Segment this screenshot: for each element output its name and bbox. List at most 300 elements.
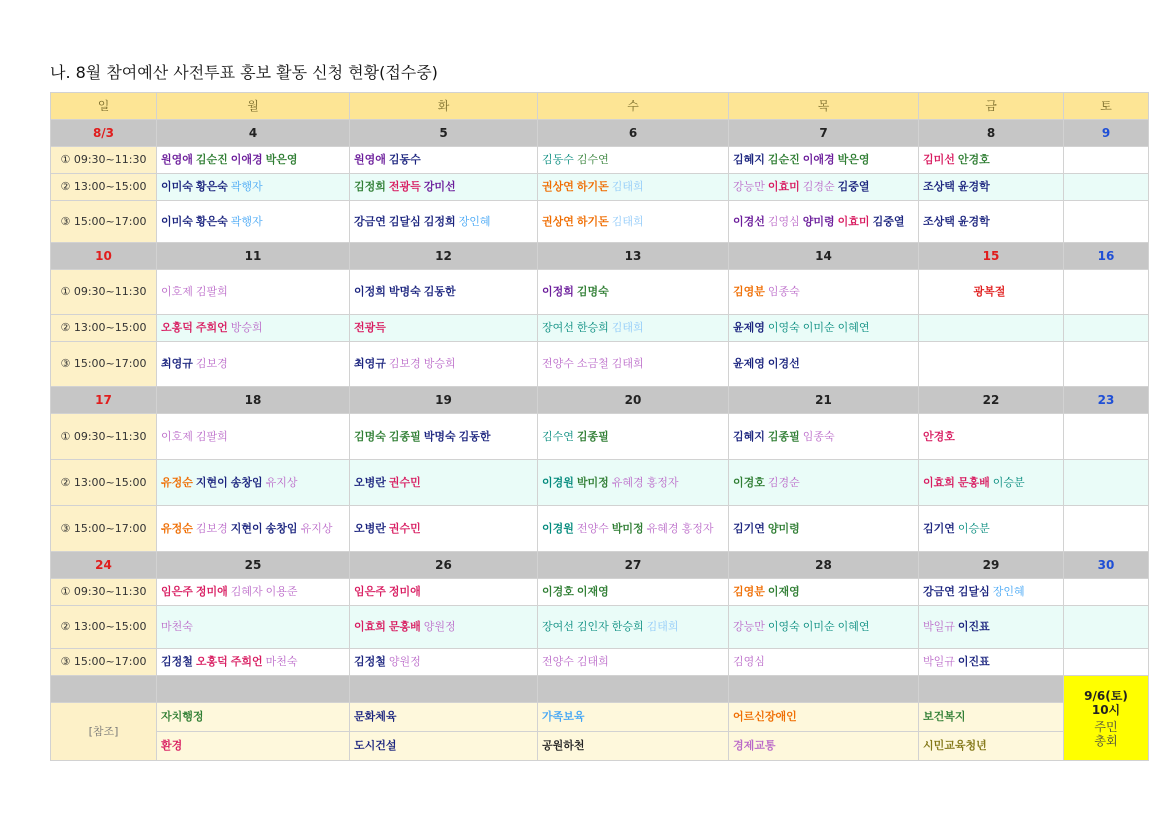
volunteer-name: 임종숙 [767,285,800,298]
date-cell: 16 [1064,243,1149,270]
category-name: 보건복지 [923,710,966,723]
volunteer-cell [538,201,729,243]
volunteer-cell [538,460,729,506]
date-cell: 4 [157,120,350,147]
date-row [51,387,1149,414]
slot-row [51,174,1149,201]
time-slot-label: ② 13:00~15:00 [51,315,157,342]
volunteer-name: 광복절 [973,285,1006,298]
volunteer-name: 유혜경 [646,521,679,535]
date-row [51,120,1149,147]
category-legend-item [157,703,350,732]
volunteer-name: 김정희 [423,214,456,228]
volunteer-cell [157,147,350,174]
volunteer-name: 권수민 [388,475,421,489]
volunteer-cell [157,315,350,342]
slot-row [51,147,1149,174]
volunteer-name: 김동한 [423,285,456,298]
volunteer-name: 이경호 [733,475,765,489]
weekday-header: 월 [157,93,350,120]
volunteer-name: 주희언 [230,655,263,668]
date-row [51,243,1149,270]
volunteer-name: 강금연 [354,214,386,228]
category-name: 도시건설 [354,739,397,752]
time-slot-label: ③ 15:00~17:00 [51,649,157,676]
volunteer-name: 강능만 [733,620,765,633]
volunteer-name: 곽행자 [230,180,263,193]
date-cell: 19 [350,387,538,414]
volunteer-cell [1064,460,1149,506]
volunteer-name: 김수연 [542,429,574,443]
volunteer-name: 이진표 [957,620,990,633]
volunteer-name: 김보경 [388,357,421,370]
date-cell: 8 [919,120,1064,147]
reference-row [51,732,1149,761]
volunteer-cell [350,315,538,342]
volunteer-name: 황은숙 [195,180,228,193]
time-slot-label: ① 09:30~11:30 [51,579,157,606]
category-name: 가족보육 [542,710,585,723]
category-name: 자치행정 [161,710,204,723]
volunteer-name: 김팔희 [195,429,228,443]
volunteer-name: 윤경학 [957,180,990,193]
volunteer-cell [919,506,1064,552]
volunteer-name: 김종필 [576,429,609,443]
volunteer-name: 이혜연 [837,620,870,633]
category-name: 시민교육청년 [923,739,987,752]
holiday-cell [919,270,1064,315]
volunteer-cell [157,579,350,606]
volunteer-cell [538,342,729,387]
volunteer-name: 김태희 [611,321,644,334]
volunteer-cell [157,606,350,649]
volunteer-name: 박미정 [611,521,644,535]
volunteer-name: 박명숙 [388,285,421,298]
volunteer-name: 김태희 [611,214,644,228]
volunteer-name: 김중열 [837,180,870,193]
date-cell: 28 [729,552,919,579]
category-legend-item [729,703,919,732]
volunteer-name: 문홍배 [957,475,990,489]
volunteer-name: 곽행자 [230,214,263,228]
date-cell: 6 [538,120,729,147]
category-legend-item [538,732,729,761]
category-name: 어르신장애인 [733,710,797,723]
date-cell: 7 [729,120,919,147]
volunteer-cell [538,315,729,342]
date-cell: 10 [51,243,157,270]
volunteer-name: 원영애 [354,153,386,166]
volunteer-name: 윤제영 [733,357,765,370]
divider-cell [729,676,919,703]
weekday-header-row [51,93,1149,120]
date-cell: 13 [538,243,729,270]
date-cell: 25 [157,552,350,579]
volunteer-name: 소금철 [576,357,609,370]
volunteer-cell [919,315,1064,342]
volunteer-name: 김동수 [388,153,421,166]
volunteer-cell [729,342,919,387]
category-legend-item [729,732,919,761]
volunteer-cell [350,506,538,552]
volunteer-cell [729,579,919,606]
volunteer-name: 김정희 [354,180,386,193]
volunteer-cell [157,649,350,676]
volunteer-name: 안경호 [923,429,955,443]
time-slot-label: ② 13:00~15:00 [51,460,157,506]
date-cell: 18 [157,387,350,414]
volunteer-cell [1064,315,1149,342]
time-slot-label: ② 13:00~15:00 [51,174,157,201]
volunteer-cell [729,606,919,649]
volunteer-cell [350,342,538,387]
volunteer-name: 이호제 [161,285,193,298]
slot-row [51,414,1149,460]
volunteer-name: 김미선 [923,153,955,166]
volunteer-name: 김정철 [354,655,386,668]
volunteer-cell [919,414,1064,460]
volunteer-name: 마천숙 [265,655,298,668]
volunteer-cell [919,342,1064,387]
volunteer-name: 김영심 [767,214,800,228]
volunteer-cell [350,414,538,460]
volunteer-name: 윤제영 [733,321,765,334]
reference-row [51,703,1149,732]
volunteer-name: 이효미 [837,214,870,228]
volunteer-cell [157,460,350,506]
volunteer-name: 김달심 [957,585,990,598]
volunteer-name: 김수연 [576,153,609,166]
weekday-header: 화 [350,93,538,120]
volunteer-name: 이미순 [802,620,835,633]
volunteer-name: 이재영 [767,585,800,598]
volunteer-cell [729,315,919,342]
volunteer-name: 박명숙 [423,429,456,443]
time-slot-label: ① 09:30~11:30 [51,414,157,460]
volunteer-name: 강능만 [733,180,765,193]
date-cell: 30 [1064,552,1149,579]
volunteer-name: 권상연 [542,214,574,228]
volunteer-name: 박은영 [837,153,870,166]
notice-line: 10시 [1091,702,1121,717]
volunteer-name: 안경호 [957,153,990,166]
volunteer-cell [1064,414,1149,460]
volunteer-cell [538,606,729,649]
volunteer-name: 홍정자 [646,475,679,489]
weekday-header: 목 [729,93,919,120]
volunteer-name: 장여선 [542,321,574,334]
volunteer-cell [538,414,729,460]
general-assembly-notice [1064,676,1149,761]
date-cell: 12 [350,243,538,270]
page-title: 나. 8월 참여예산 사전투표 홍보 활동 신청 현황(접수중) [50,63,438,82]
volunteer-name: 양원정 [388,655,421,668]
volunteer-name: 권상연 [542,180,574,193]
volunteer-cell [157,414,350,460]
volunteer-name: 김경순 [767,475,800,489]
category-name: 경제교통 [733,739,776,752]
date-cell: 9 [1064,120,1149,147]
volunteer-name: 방승희 [423,357,456,370]
volunteer-name: 마천숙 [161,620,193,633]
volunteer-name: 문홍배 [388,620,421,633]
divider-cell [919,676,1064,703]
volunteer-name: 전양수 [542,655,574,668]
reference-divider-row [51,676,1149,703]
volunteer-name: 정미애 [195,585,228,598]
date-cell: 23 [1064,387,1149,414]
volunteer-cell [538,649,729,676]
volunteer-cell [538,147,729,174]
volunteer-name: 한승희 [576,321,609,334]
volunteer-cell [729,649,919,676]
volunteer-name: 유지상 [300,521,333,535]
volunteer-name: 김정철 [161,655,193,668]
volunteer-cell [157,174,350,201]
volunteer-name: 이호제 [161,429,193,443]
date-cell: 29 [919,552,1064,579]
volunteer-name: 박미정 [576,475,609,489]
volunteer-name: 이효희 [923,475,955,489]
volunteer-name: 임은주 [354,585,386,598]
category-legend-item [350,703,538,732]
volunteer-name: 임종숙 [802,429,835,443]
notice-line: 9/6(토) [1084,688,1128,703]
volunteer-name: 지현이 [195,475,228,489]
volunteer-name: 전광득 [388,180,421,193]
volunteer-cell [350,270,538,315]
volunteer-name: 이경호 [542,585,574,598]
volunteer-name: 이영숙 [767,321,800,334]
volunteer-name: 이애경 [230,153,263,166]
notice-line: 총회 [1094,733,1118,748]
volunteer-name: 김태희 [646,620,679,633]
volunteer-name: 조상택 [923,180,955,193]
volunteer-name: 김태희 [576,655,609,668]
volunteer-name: 이경원 [542,475,574,489]
volunteer-name: 오병란 [354,521,386,535]
volunteer-name: 최영규 [354,357,386,370]
volunteer-name: 양미령 [802,214,835,228]
volunteer-name: 황은숙 [195,214,228,228]
volunteer-name: 임은주 [161,585,193,598]
volunteer-cell [729,270,919,315]
volunteer-name: 김영분 [733,285,765,298]
date-row [51,552,1149,579]
volunteer-name: 원영애 [161,153,193,166]
volunteer-name: 김혜지 [733,429,765,443]
volunteer-name: 이영숙 [767,620,800,633]
volunteer-cell [919,579,1064,606]
volunteer-cell [1064,606,1149,649]
volunteer-name: 최영규 [161,357,193,370]
volunteer-name: 김팔희 [195,285,228,298]
volunteer-name: 이효미 [767,180,800,193]
volunteer-name: 오홍덕 [195,655,228,668]
volunteer-cell [919,460,1064,506]
volunteer-cell [538,579,729,606]
volunteer-cell [729,201,919,243]
volunteer-name: 하기돈 [576,180,609,193]
time-slot-label: ② 13:00~15:00 [51,606,157,649]
volunteer-name: 방승희 [230,321,263,334]
volunteer-name: 김달심 [388,214,421,228]
slot-row [51,201,1149,243]
volunteer-name: 김인자 [576,620,609,633]
time-slot-label: ③ 15:00~17:00 [51,201,157,243]
divider-cell [538,676,729,703]
date-cell: 22 [919,387,1064,414]
volunteer-name: 김종필 [388,429,421,443]
volunteer-cell [919,606,1064,649]
volunteer-cell [157,270,350,315]
volunteer-name: 이경선 [733,214,765,228]
volunteer-name: 김태희 [611,180,644,193]
date-cell: 8/3 [51,120,157,147]
volunteer-name: 장인혜 [992,585,1025,598]
time-slot-label: ③ 15:00~17:00 [51,506,157,552]
time-slot-label: ① 09:30~11:30 [51,270,157,315]
weekday-header: 수 [538,93,729,120]
weekday-header: 금 [919,93,1064,120]
volunteer-cell [1064,270,1149,315]
volunteer-name: 주희언 [195,321,228,334]
category-legend-item [919,703,1064,732]
volunteer-cell [538,174,729,201]
slot-row [51,270,1149,315]
volunteer-name: 이승분 [957,521,990,535]
divider-cell [350,676,538,703]
category-legend-item [350,732,538,761]
volunteer-cell [729,414,919,460]
volunteer-name: 김보경 [195,357,228,370]
volunteer-name: 정미애 [388,585,421,598]
volunteer-name: 이효희 [354,620,386,633]
slot-row [51,649,1149,676]
slot-row [51,506,1149,552]
date-cell: 24 [51,552,157,579]
volunteer-cell [1064,579,1149,606]
volunteer-name: 이용준 [265,585,298,598]
volunteer-cell [350,174,538,201]
category-legend-item [157,732,350,761]
volunteer-name: 김동수 [542,153,574,166]
volunteer-cell [729,147,919,174]
date-cell: 21 [729,387,919,414]
volunteer-name: 김영심 [733,655,765,668]
date-cell: 14 [729,243,919,270]
time-slot-label: ① 09:30~11:30 [51,147,157,174]
volunteer-name: 김명숙 [354,429,386,443]
volunteer-name: 이경선 [767,357,800,370]
slot-row [51,342,1149,387]
volunteer-name: 강금연 [923,585,955,598]
volunteer-cell [350,649,538,676]
category-legend-item [919,732,1064,761]
volunteer-name: 이진표 [957,655,990,668]
volunteer-name: 오병란 [354,475,386,489]
volunteer-name: 김중열 [872,214,905,228]
volunteer-cell [1064,174,1149,201]
volunteer-name: 김기연 [733,521,765,535]
volunteer-cell [350,201,538,243]
date-cell: 27 [538,552,729,579]
time-slot-label: ③ 15:00~17:00 [51,342,157,387]
volunteer-name: 김혜자 [230,585,263,598]
weekday-header: 일 [51,93,157,120]
volunteer-name: 장여선 [542,620,574,633]
schedule-table [50,92,1149,761]
volunteer-cell [1064,506,1149,552]
notice-line: 주민 [1094,719,1118,734]
date-cell: 20 [538,387,729,414]
volunteer-name: 이경원 [542,521,574,535]
date-cell: 26 [350,552,538,579]
volunteer-name: 김경순 [802,180,835,193]
volunteer-name: 이승분 [992,475,1025,489]
category-name: 문화체육 [354,710,397,723]
volunteer-name: 김보경 [195,521,228,535]
volunteer-name: 이혜연 [837,321,870,334]
volunteer-cell [538,270,729,315]
volunteer-cell [919,649,1064,676]
volunteer-name: 이정희 [354,285,386,298]
volunteer-name: 김순진 [195,153,228,166]
volunteer-name: 조상택 [923,214,955,228]
volunteer-name: 유혜경 [611,475,644,489]
volunteer-cell [350,147,538,174]
volunteer-name: 김종필 [767,429,800,443]
volunteer-cell [157,342,350,387]
volunteer-name: 이재영 [576,585,609,598]
volunteer-name: 권수민 [388,521,421,535]
volunteer-cell [919,174,1064,201]
slot-row [51,460,1149,506]
slot-row [51,606,1149,649]
volunteer-name: 장인혜 [458,214,491,228]
volunteer-name: 이미숙 [161,214,193,228]
volunteer-name: 오홍덕 [161,321,193,334]
volunteer-name: 지현이 [230,521,263,535]
divider-cell [157,676,350,703]
volunteer-name: 유정순 [161,521,193,535]
volunteer-name: 박은영 [265,153,298,166]
volunteer-cell [350,606,538,649]
volunteer-cell [729,174,919,201]
volunteer-cell [919,147,1064,174]
volunteer-name: 하기돈 [576,214,609,228]
volunteer-name: 전양수 [576,521,609,535]
volunteer-name: 이정희 [542,285,574,298]
volunteer-cell [538,506,729,552]
volunteer-name: 김혜지 [733,153,765,166]
date-cell: 5 [350,120,538,147]
volunteer-name: 양원정 [423,620,456,633]
volunteer-cell [729,506,919,552]
slot-row [51,579,1149,606]
volunteer-name: 전광득 [354,321,386,334]
category-name: 공원하천 [542,739,585,752]
weekday-header: 토 [1064,93,1149,120]
volunteer-name: 이미숙 [161,180,193,193]
volunteer-cell [350,460,538,506]
volunteer-name: 김기연 [923,521,955,535]
category-name: 환경 [161,739,183,752]
volunteer-name: 김태희 [611,357,644,370]
date-cell: 11 [157,243,350,270]
volunteer-cell [1064,147,1149,174]
volunteer-cell [1064,342,1149,387]
